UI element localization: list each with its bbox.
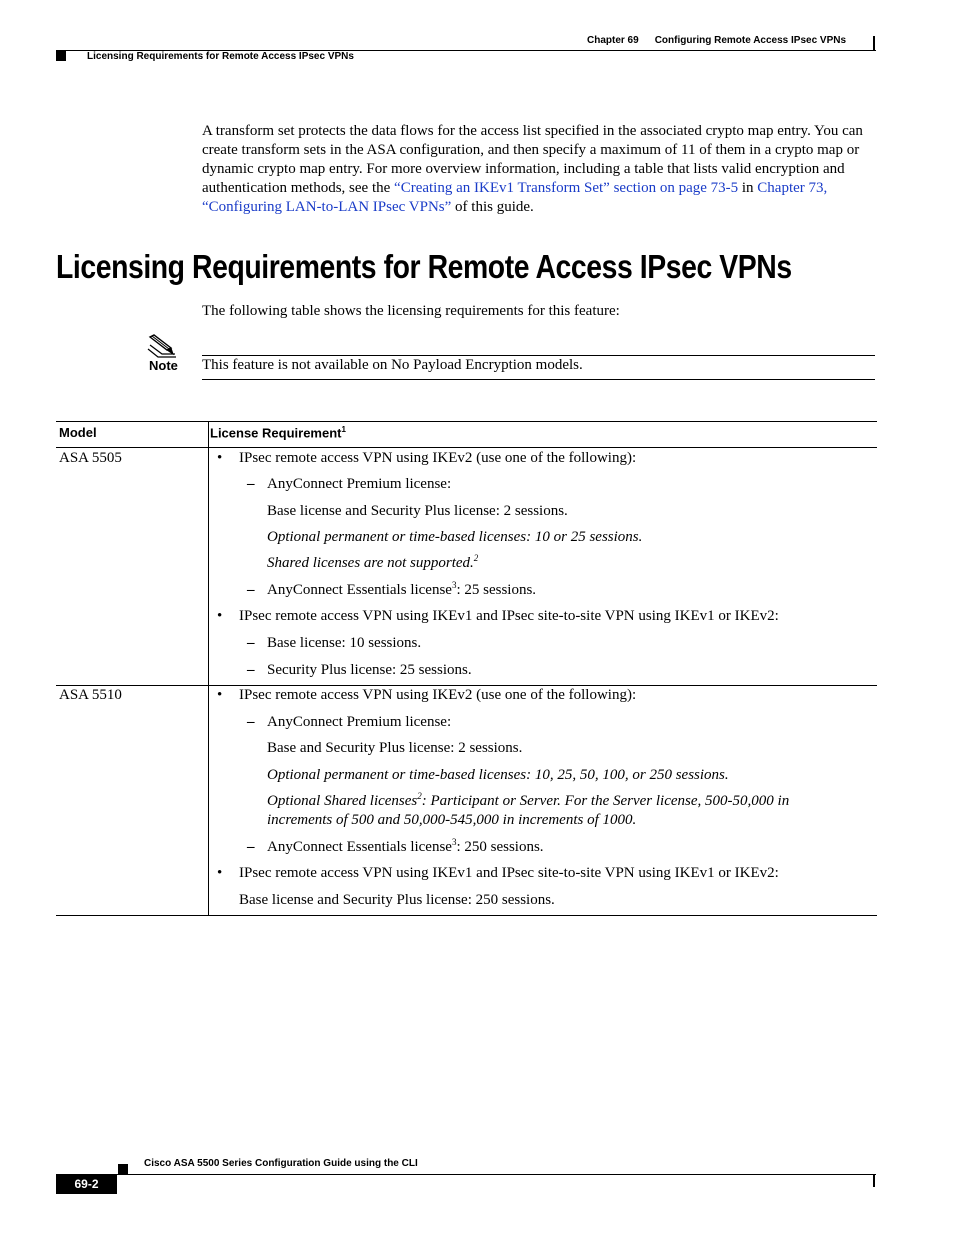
list-subitem: [267, 839, 544, 856]
footnote-ref: 3: [451, 837, 457, 847]
table-row-rule: [56, 685, 877, 686]
footer-tick: [873, 1175, 875, 1187]
table-header-rule: [56, 447, 877, 448]
list-item: IPsec remote access VPN using IKEv2 (use one of the following):: [239, 450, 637, 466]
table-column-divider: [208, 421, 209, 915]
footnote-ref: 3: [451, 580, 457, 590]
header-marker: [56, 51, 66, 61]
table-bottom-rule: [56, 915, 877, 916]
transform-set-link[interactable]: “Creating an IKEv1 Transform Set” section on page 73-5: [394, 179, 739, 196]
shared-license-text: Shared licenses are not supported.: [267, 555, 474, 571]
list-subitem: Base license: 10 sessions.: [267, 635, 422, 651]
dash-icon: –: [247, 476, 255, 492]
list-subitem-detail: Base license and Security Plus license: 2 sessions.: [267, 503, 568, 519]
essentials-value: : 25 sessions.: [456, 582, 537, 598]
footer-marker: [118, 1164, 128, 1174]
list-subitem-detail: Optional permanent or time-based licenses: 10, 25, 50, 100, or 250 sessions.: [267, 767, 729, 783]
list-item: IPsec remote access VPN using IKEv2 (use one of the following):: [239, 687, 637, 703]
column-header-model: Model: [59, 425, 97, 440]
lead-paragraph: The following table shows the licensing requirements for this feature:: [202, 303, 620, 319]
bullet-icon: •: [217, 608, 223, 624]
header-tick: [873, 36, 875, 50]
chapter-number: Chapter 69: [587, 35, 639, 46]
note-text: This feature is not available on No Payload Encryption models.: [202, 357, 583, 373]
shared-license-label: Optional Shared licenses: [267, 793, 418, 809]
note-pencil-icon: [147, 333, 177, 359]
chapter-title: Configuring Remote Access IPsec VPNs: [654, 35, 847, 46]
section-heading: Licensing Requirements for Remote Access IPsec VPNs: [56, 248, 792, 285]
dash-icon: –: [247, 635, 255, 651]
bullet-icon: •: [217, 450, 223, 466]
column-header-license-text: License Requirement: [210, 425, 342, 441]
list-subitem: AnyConnect Premium license:: [267, 714, 452, 730]
footnote-ref: 2: [417, 791, 422, 801]
page-number: 69-2: [56, 1174, 117, 1194]
list-item-detail: Base license and Security Plus license: 250 sessions.: [239, 892, 555, 908]
licensing-table: [56, 421, 877, 916]
essentials-label: AnyConnect Essentials license: [267, 582, 452, 598]
intro-paragraph: [202, 122, 874, 217]
running-header-section: Licensing Requirements for Remote Access IPsec VPNs: [87, 51, 354, 62]
dash-icon: –: [247, 582, 255, 598]
column-header-license: [210, 425, 346, 440]
footnote-ref: 2: [473, 553, 479, 563]
list-subitem-detail: [267, 555, 478, 572]
list-subitem: Security Plus license: 25 sessions.: [267, 662, 472, 678]
intro-text-end: of this guide.: [451, 198, 534, 215]
model-cell: ASA 5510: [59, 687, 122, 703]
bullet-icon: •: [217, 687, 223, 703]
dash-icon: –: [247, 839, 255, 855]
running-header-chapter: [587, 35, 846, 46]
intro-text-middle: in: [738, 179, 758, 196]
footer-rule: [56, 1174, 876, 1175]
list-item: IPsec remote access VPN using IKEv1 and IPsec site-to-site VPN using IKEv1 or IKEv2:: [239, 608, 779, 624]
list-subitem-detail: Optional permanent or time-based licenses: 10 or 25 sessions.: [267, 529, 643, 545]
list-subitem-detail: [267, 793, 789, 810]
list-subitem-detail: Base and Security Plus license: 2 sessions.: [267, 740, 523, 756]
essentials-value: : 250 sessions.: [456, 839, 544, 855]
essentials-label: AnyConnect Essentials license: [267, 839, 452, 855]
footnote-ref: 1: [341, 425, 346, 434]
dash-icon: –: [247, 662, 255, 678]
dash-icon: –: [247, 714, 255, 730]
list-item: IPsec remote access VPN using IKEv1 and IPsec site-to-site VPN using IKEv1 or IKEv2:: [239, 865, 779, 881]
note-rule-bottom: [202, 379, 875, 380]
bullet-icon: •: [217, 865, 223, 881]
note-label: Note: [149, 358, 178, 373]
footer-title: Cisco ASA 5500 Series Configuration Guide using the CLI: [144, 1158, 418, 1169]
note-rule-top: [202, 355, 875, 356]
shared-license-value: : Participant or Server. For the Server license, 500-50,000 in: [421, 793, 790, 809]
list-subitem: AnyConnect Premium license:: [267, 476, 452, 492]
table-top-rule: [56, 421, 877, 422]
model-cell: ASA 5505: [59, 450, 122, 466]
list-subitem: [267, 582, 536, 599]
chapter-73-link[interactable]: Chapter 73, “Configuring LAN-to-LAN IPsec VPNs”: [202, 179, 828, 215]
intro-text: A transform set protects the data flows for the access list specified in the associated crypto map entry. You can create transform sets in the ASA configuration, and then specify a maximum of 11 of them in a crypto map or dynamic crypto map entry. For more overview information, including a table that lists valid encryption and authentication methods, see the: [202, 123, 863, 196]
list-subitem-detail: increments of 500 and 50,000-545,000 in increments of 1000.: [267, 812, 637, 828]
